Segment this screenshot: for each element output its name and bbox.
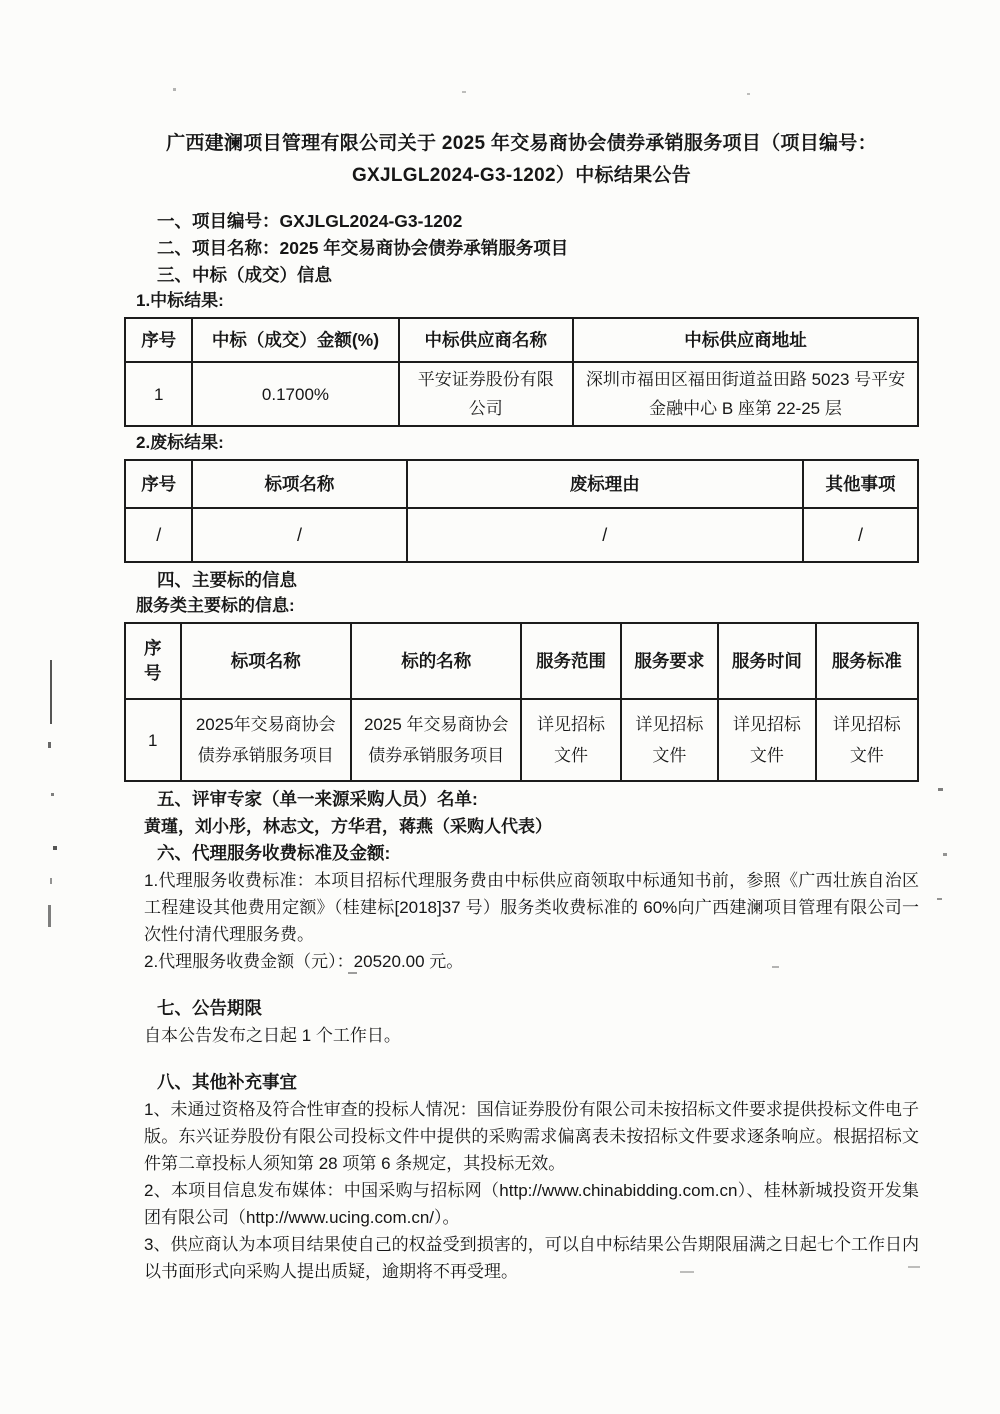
- award-result-label: 1.中标结果:: [136, 291, 224, 310]
- rejected-table-header-row: [125, 460, 918, 508]
- section-heading-announcement-period: 七、公告期限: [157, 998, 262, 1018]
- scan-artifact: [937, 898, 942, 900]
- blank-line: [124, 975, 919, 995]
- rejected-cell-other: /: [803, 508, 918, 562]
- rejected-cell-seq: /: [125, 508, 192, 562]
- targets-cell-service-standard: 详见招标文件: [816, 699, 918, 781]
- page-title: 广西建澜项目管理有限公司关于 2025 年交易商协会债券承销服务项目（项目编号：GXJLGL2024-G3-1202）中标结果公告: [166, 133, 877, 186]
- award-col-supplier-address: 中标供应商地址: [573, 318, 918, 362]
- scan-artifact: [173, 88, 176, 91]
- targets-col-service-time: 服务时间: [718, 623, 816, 699]
- targets-col-service-requirement: 服务要求: [621, 623, 719, 699]
- award-result-table: [124, 317, 919, 427]
- scan-artifact: [943, 853, 947, 856]
- award-cell-seq: 1: [125, 362, 192, 426]
- section-heading-agency-fee: 六、代理服务收费标准及金额:: [157, 843, 391, 863]
- award-col-seq: 序号: [125, 318, 192, 362]
- scan-artifact: [680, 1271, 694, 1273]
- targets-col-service-standard: 服务标准: [816, 623, 918, 699]
- section-heading-main-targets: 四、主要标的信息: [157, 570, 297, 590]
- targets-cell-service-scope: 详见招标文件: [521, 699, 620, 781]
- main-targets-header-row: [125, 623, 918, 699]
- targets-col-lot-name: 标项名称: [181, 623, 351, 699]
- scan-artifact: [51, 793, 54, 796]
- rejected-cell-lot-name: /: [192, 508, 406, 562]
- main-targets-sub-label: 服务类主要标的信息:: [136, 596, 295, 615]
- scan-artifact: [908, 1266, 920, 1268]
- rejected-bid-table: [124, 459, 919, 563]
- review-expert-names: 黄瑾，刘小彤，林志文，方华君，蒋燕（采购人代表）: [144, 817, 552, 836]
- targets-cell-service-requirement: 详见招标文件: [621, 699, 719, 781]
- scan-artifact: [348, 972, 357, 974]
- section-heading-project-number: 一、项目编号：GXJLGL2024-G3-1202: [157, 211, 463, 231]
- scan-artifact: [50, 660, 52, 724]
- rejected-col-seq: 序号: [125, 460, 192, 508]
- award-cell-amount: 0.1700%: [192, 362, 398, 426]
- scan-artifact: [50, 878, 52, 884]
- scan-artifact: [772, 966, 779, 968]
- section-heading-project-name: 二、项目名称：2025 年交易商协会债券承销服务项目: [157, 238, 569, 258]
- rejected-cell-reason: /: [407, 508, 804, 562]
- targets-cell-service-time: 详见招标文件: [718, 699, 816, 781]
- scan-artifact: [48, 742, 51, 748]
- announcement-period-paragraph: 自本公告发布之日起 1 个工作日。: [144, 1026, 401, 1045]
- section-heading-award-info: 三、中标（成交）信息: [157, 265, 332, 285]
- targets-cell-subject-name: 2025 年交易商协会债券承销服务项目: [351, 699, 521, 781]
- other-matters-paragraph-3: 3、供应商认为本项目结果使自己的权益受到损害的，可以自中标结果公告期限届满之日起七个工作日内以书面形式向采购人提出质疑，逾期将不再受理。: [144, 1235, 919, 1281]
- rejected-col-other: 其他事项: [803, 460, 918, 508]
- main-targets-row: [125, 699, 918, 781]
- agency-fee-amount-paragraph: 2.代理服务收费金额（元）：20520.00 元。: [144, 952, 464, 971]
- scan-artifact: [938, 788, 943, 791]
- other-matters-paragraph-1: 1、未通过资格及符合性审查的投标人情况：国信证券股份有限公司未按招标文件要求提供投标文件电子版。东兴证券股份有限公司投标文件中提供的采购需求偏离表未按招标文件要求逐条响应。根据招标文件第二章投标人须知第 28 项第 6 条规定，其投标无效。: [144, 1100, 919, 1173]
- scan-artifact: [747, 93, 750, 95]
- award-table-header-row: [125, 318, 918, 362]
- targets-col-seq: 序号: [125, 623, 181, 699]
- main-targets-table: [124, 622, 919, 782]
- agency-fee-standard-paragraph: 1.代理服务收费标准：本项目招标代理服务费由中标供应商领取中标通知书前，参照《广西壮族自治区工程建设其他费用定额》（桂建标[2018]37 号）服务类收费标准的 60%向广西建澜项目管理有限公司一次性付清代理服务费。: [144, 871, 919, 944]
- other-matters-paragraph-2: 2、本项目信息发布媒体：中国采购与招标网（http://www.chinabidding.com.cn）、桂林新城投资开发集团有限公司（http://www.ucing.com.cn/）。: [144, 1181, 919, 1227]
- targets-cell-seq: 1: [125, 699, 181, 781]
- blank-line: [124, 1049, 919, 1069]
- scan-artifact: [48, 905, 51, 927]
- award-cell-supplier-name: 平安证券股份有限公司: [399, 362, 573, 426]
- rejected-col-reason: 废标理由: [407, 460, 804, 508]
- targets-cell-lot-name: 2025年交易商协会债券承销服务项目: [181, 699, 351, 781]
- targets-col-subject-name: 标的名称: [351, 623, 521, 699]
- award-cell-supplier-address: 深圳市福田区福田街道益田路 5023 号平安金融中心 B 座第 22-25 层: [573, 362, 918, 426]
- section-heading-other-matters: 八、其他补充事宜: [157, 1072, 297, 1092]
- rejected-result-label: 2.废标结果:: [136, 433, 224, 452]
- award-col-supplier-name: 中标供应商名称: [399, 318, 573, 362]
- scan-artifact: [53, 846, 57, 850]
- award-col-amount: 中标（成交）金额(%): [192, 318, 398, 362]
- targets-col-service-scope: 服务范围: [521, 623, 620, 699]
- rejected-table-row: [125, 508, 918, 562]
- rejected-col-lot-name: 标项名称: [192, 460, 406, 508]
- scan-artifact: [462, 91, 466, 93]
- award-table-row: [125, 362, 918, 426]
- section-heading-review-experts: 五、评审专家（单一来源采购人员）名单:: [157, 789, 478, 809]
- document-content: [124, 128, 919, 1285]
